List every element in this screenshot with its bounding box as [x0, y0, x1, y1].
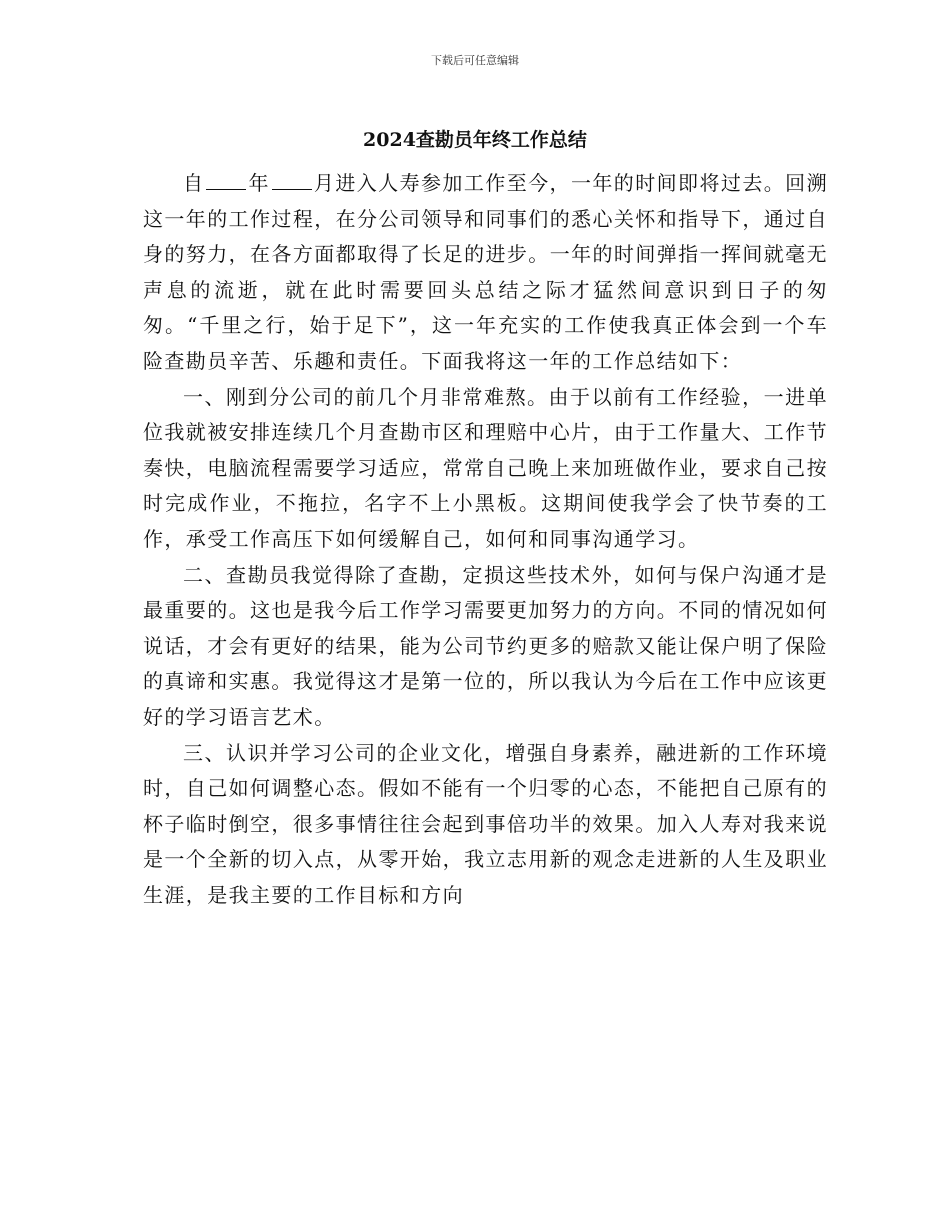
- paragraph-intro-text-b: 年: [248, 171, 270, 195]
- paragraph-section-2: 二、查勘员我觉得除了查勘，定损这些技术外，如何与保户沟通才是最重要的。这也是我今后工作学习需要更加努力的方向。不同的情况如何说话，才会有更好的结果，能为公司节约更多的赔款又能让保户明了保险的真谛和实惠。我觉得这才是第一位的，所以我认为今后在工作中应该更好的学习语言艺术。: [143, 562, 828, 729]
- document-body: [143, 166, 828, 913]
- paragraph-section-3: 三、认识并学习公司的企业文化，增强自身素养，融进新的工作环境时，自己如何调整心态。假如不能有一个归零的心态，不能把自己原有的杯子临时倒空，很多事情往往会起到事倍功半的效果。加入人寿对我来说是一个全新的切入点，从零开始，我立志用新的观念走进新的人生及职业生涯，是我主要的工作目标和方向: [143, 740, 828, 907]
- header-note: 下载后可任意编辑: [431, 54, 519, 67]
- blank-year-field: [206, 171, 246, 190]
- blank-month-field: [272, 171, 312, 190]
- paragraph-intro: [143, 166, 828, 380]
- paragraph-intro-text-a: 自: [183, 171, 205, 195]
- paragraph-section-1: 一、刚到分公司的前几个月非常难熬。由于以前有工作经验，一进单位我就被安排连续几个月查勘市区和理赔中心片，由于工作量大、工作节奏快，电脑流程需要学习适应，常常自己晚上来加班做作业，要求自己按时完成作业，不拖拉，名字不上小黑板。这期间使我学会了快节奏的工作，承受工作高压下如何缓解自己，如何和同事沟通学习。: [143, 384, 828, 551]
- document-title: 2024查勘员年终工作总结: [363, 129, 587, 151]
- paragraph-intro-text-c: 月进入人寿参加工作至今，一年的时间即将过去。回溯这一年的工作过程，在分公司领导和同事们的悉心关怀和指导下，通过自身的努力，在各方面都取得了长足的进步。一年的时间弹指一挥间就毫无声息的流逝，就在此时需要回头总结之际才猛然间意识到日子的匆匆。“千里之行，始于足下”，这一年充实的工作使我真正体会到一个车险查勘员辛苦、乐趣和责任。下面我将这一年的工作总结如下：: [143, 171, 828, 373]
